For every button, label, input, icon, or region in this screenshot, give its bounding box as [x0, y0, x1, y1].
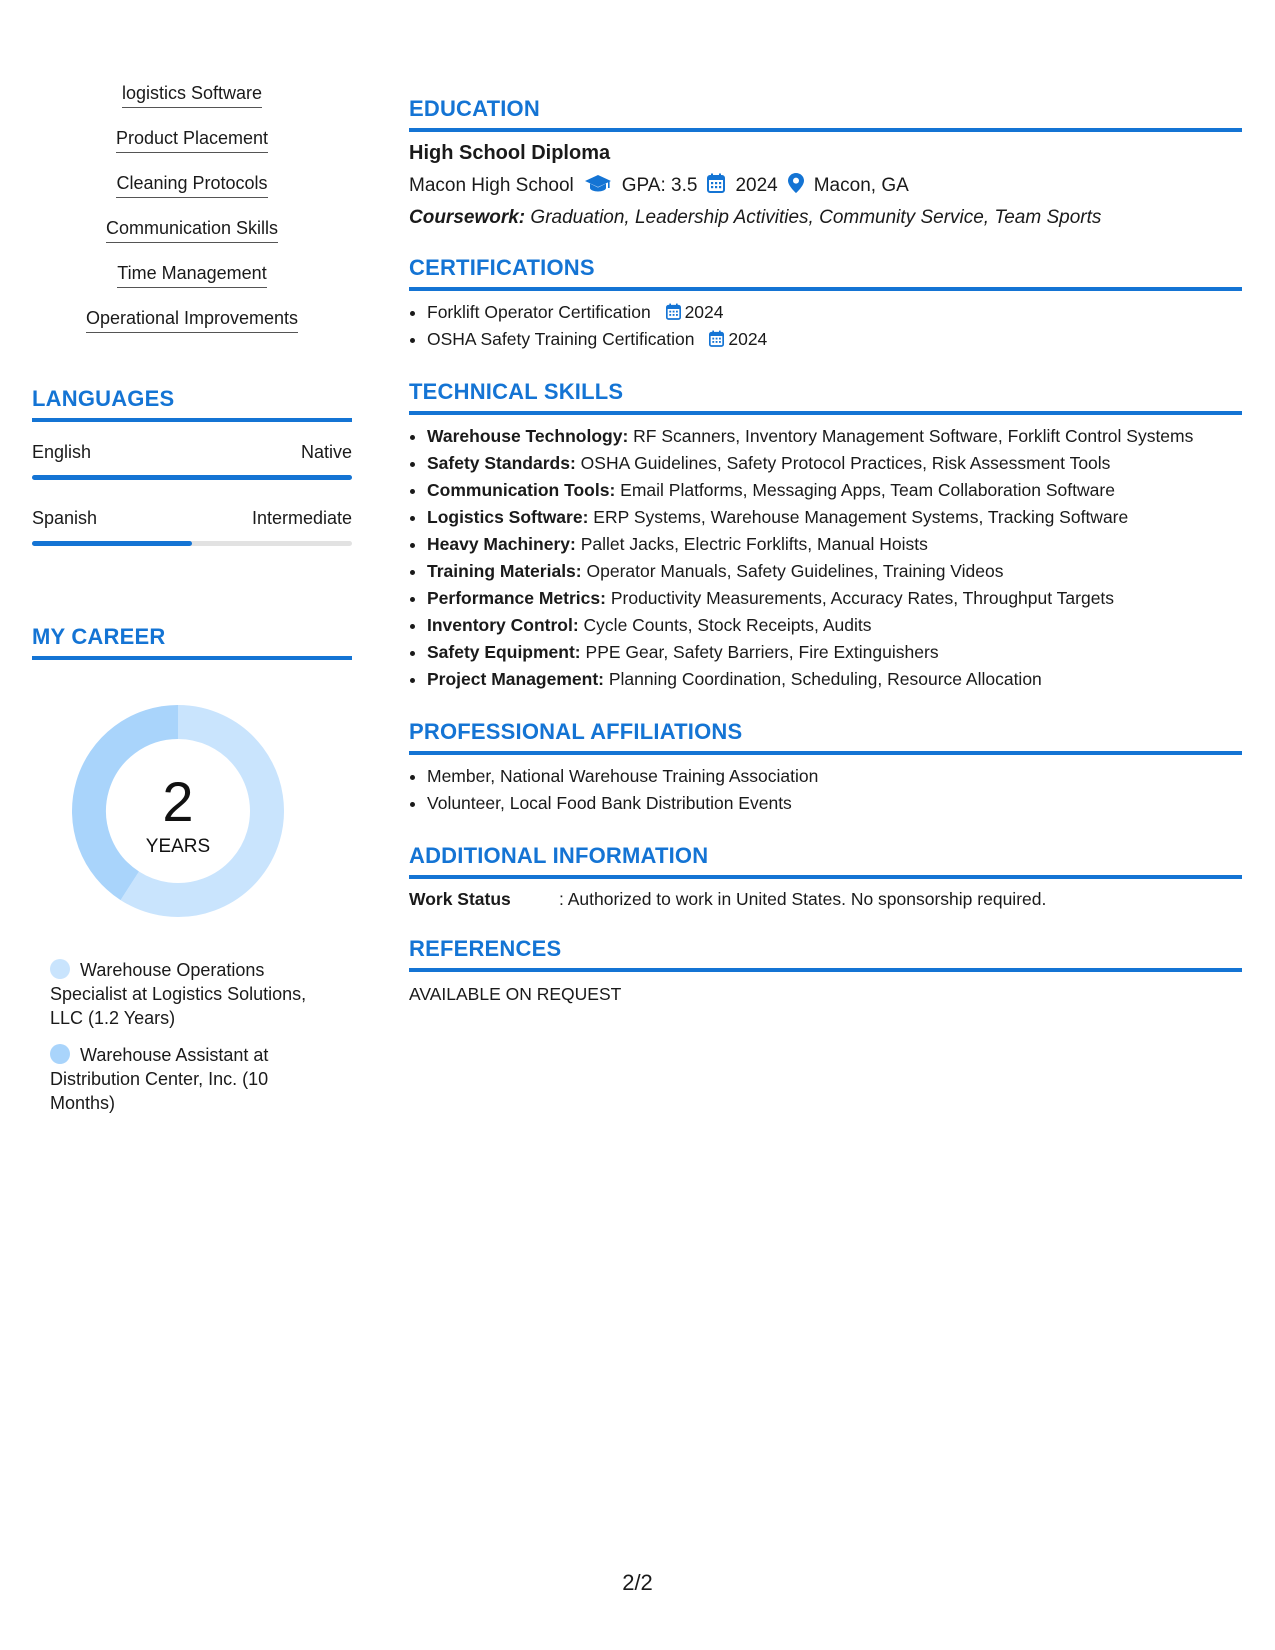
- skill-values: Productivity Measurements, Accuracy Rates, Throughput Targets: [610, 588, 1115, 608]
- certification-item: [427, 299, 1242, 326]
- affiliation-item: • Volunteer, Local Food Bank Distribution Events: [427, 790, 1242, 817]
- language-name: English: [32, 442, 92, 462]
- certification-name: Forklift Operator Certification: [427, 302, 651, 322]
- skill-item: [32, 172, 352, 217]
- references-section: [409, 936, 1242, 1005]
- work-status-value: : Authorized to work in United States. No sponsorship required.: [559, 889, 1047, 909]
- skill-values: Operator Manuals, Safety Guidelines, Training Videos: [586, 561, 1004, 581]
- education-gpa: GPA: 3.5: [621, 175, 698, 196]
- skill-values: PPE Gear, Safety Barriers, Fire Extinguishers: [585, 642, 939, 662]
- legend-label: Warehouse Operations Specialist at Logistics Solutions, LLC (1.2 Years): [50, 960, 307, 1028]
- calendar-icon: [709, 330, 724, 347]
- skill-category: Communication Tools:: [427, 480, 616, 500]
- technical-skill-item: [427, 450, 1242, 477]
- education-section: [409, 96, 1242, 229]
- language-spanish: [32, 508, 352, 546]
- skill-category: Inventory Control:: [427, 615, 579, 635]
- education-coursework: [409, 207, 1242, 229]
- technical-skill-item: [427, 639, 1242, 666]
- language-level: Intermediate: [251, 508, 352, 528]
- legend-label: Warehouse Assistant at Distribution Center, Inc. (10 Months): [50, 1045, 269, 1113]
- language-name: Spanish: [32, 508, 98, 528]
- skill-values: RF Scanners, Inventory Management Software, Forklift Control Systems: [633, 426, 1194, 446]
- language-english: [32, 442, 352, 480]
- certifications-heading: CERTIFICATIONS: [409, 255, 1242, 291]
- right-column: [409, 96, 1242, 1005]
- language-proficiency-bar: [32, 475, 352, 480]
- skill-label: logistics Software: [122, 82, 262, 108]
- technical-skill-item: [427, 504, 1242, 531]
- technical-skills-section: [409, 379, 1242, 693]
- career-donut-chart: [32, 688, 352, 928]
- skill-values: OSHA Guidelines, Safety Protocol Practices, Risk Assessment Tools: [580, 453, 1111, 473]
- certification-year: 2024: [728, 329, 768, 349]
- certifications-list: [409, 299, 1242, 353]
- graduation-cap-icon: [584, 173, 612, 199]
- affiliations-section: [409, 719, 1242, 817]
- career-total-unit: YEARS: [145, 836, 211, 857]
- skill-label: Product Placement: [116, 127, 268, 153]
- left-column: [32, 82, 352, 1128]
- career-heading: MY CAREER: [32, 624, 352, 660]
- additional-info-heading: ADDITIONAL INFORMATION: [409, 843, 1242, 879]
- technical-skill-item: [427, 612, 1242, 639]
- technical-skill-item: [427, 477, 1242, 504]
- page-number: 2/2: [622, 1570, 653, 1595]
- education-year: 2024: [735, 175, 778, 196]
- technical-skill-item: [427, 585, 1242, 612]
- skill-values: Pallet Jacks, Electric Forklifts, Manual Hoists: [580, 534, 928, 554]
- education-location: Macon, GA: [813, 175, 909, 196]
- skill-label: Operational Improvements: [86, 307, 298, 333]
- skill-item: [32, 307, 352, 352]
- skill-label: Communication Skills: [106, 217, 278, 243]
- work-status-row: [409, 889, 1242, 910]
- skills-list: [32, 82, 352, 352]
- language-level: Native: [300, 442, 352, 462]
- skill-category: Logistics Software:: [427, 507, 589, 527]
- work-status-label: Work Status: [409, 889, 511, 909]
- education-school: Macon High School: [409, 175, 574, 196]
- technical-skill-item: [427, 666, 1242, 693]
- skill-item: [32, 262, 352, 307]
- technical-skills-list: [409, 423, 1242, 693]
- references-text: AVAILABLE ON REQUEST: [409, 984, 622, 1004]
- certification-year: 2024: [684, 302, 724, 322]
- technical-skill-item: [427, 423, 1242, 450]
- affiliations-heading: PROFESSIONAL AFFILIATIONS: [409, 719, 1242, 755]
- skill-category: Project Management:: [427, 669, 604, 689]
- calendar-icon: [707, 173, 725, 199]
- language-proficiency-fill: [32, 475, 352, 480]
- skill-item: [32, 127, 352, 172]
- certifications-section: [409, 255, 1242, 353]
- languages-heading: LANGUAGES: [32, 386, 352, 422]
- certification-item: [427, 326, 1242, 353]
- skill-item: [32, 82, 352, 127]
- coursework-label: Coursework:: [409, 207, 526, 228]
- coursework-value: Graduation, Leadership Activities, Community Service, Team Sports: [530, 207, 1102, 228]
- skill-values: ERP Systems, Warehouse Management Systems, Tracking Software: [593, 507, 1129, 527]
- skill-category: Safety Standards:: [427, 453, 576, 473]
- education-heading: EDUCATION: [409, 96, 1242, 132]
- additional-info-section: [409, 843, 1242, 910]
- skill-category: Performance Metrics:: [427, 588, 606, 608]
- calendar-icon: [666, 303, 681, 320]
- education-meta: [409, 173, 1242, 199]
- legend-dot: [50, 1044, 70, 1064]
- references-heading: REFERENCES: [409, 936, 1242, 972]
- skill-category: Heavy Machinery:: [427, 534, 576, 554]
- certification-name: OSHA Safety Training Certification: [427, 329, 695, 349]
- technical-skill-item: [427, 531, 1242, 558]
- technical-skill-item: [427, 558, 1242, 585]
- legend-dot: [50, 959, 70, 979]
- skill-category: Training Materials:: [427, 561, 582, 581]
- language-proficiency-bar: [32, 541, 352, 546]
- language-proficiency-fill: [32, 541, 192, 546]
- skill-values: Planning Coordination, Scheduling, Resource Allocation: [608, 669, 1042, 689]
- career-legend-item: [50, 1043, 330, 1115]
- career-legend-item: [50, 958, 330, 1030]
- career-total-number: 2: [162, 770, 194, 833]
- skill-item: [32, 217, 352, 262]
- skill-values: Email Platforms, Messaging Apps, Team Collaboration Software: [620, 480, 1115, 500]
- skill-category: Safety Equipment:: [427, 642, 581, 662]
- skill-category: Warehouse Technology:: [427, 426, 629, 446]
- skill-label: Cleaning Protocols: [116, 172, 267, 198]
- affiliations-list: [409, 763, 1242, 817]
- technical-skills-heading: TECHNICAL SKILLS: [409, 379, 1242, 415]
- career-legend: [50, 958, 330, 1115]
- skill-values: Cycle Counts, Stock Receipts, Audits: [583, 615, 872, 635]
- education-degree: High School Diploma: [409, 142, 611, 164]
- affiliation-item: • Member, National Warehouse Training Association: [427, 763, 1242, 790]
- skill-label: Time Management: [117, 262, 266, 288]
- map-pin-icon: [788, 173, 804, 199]
